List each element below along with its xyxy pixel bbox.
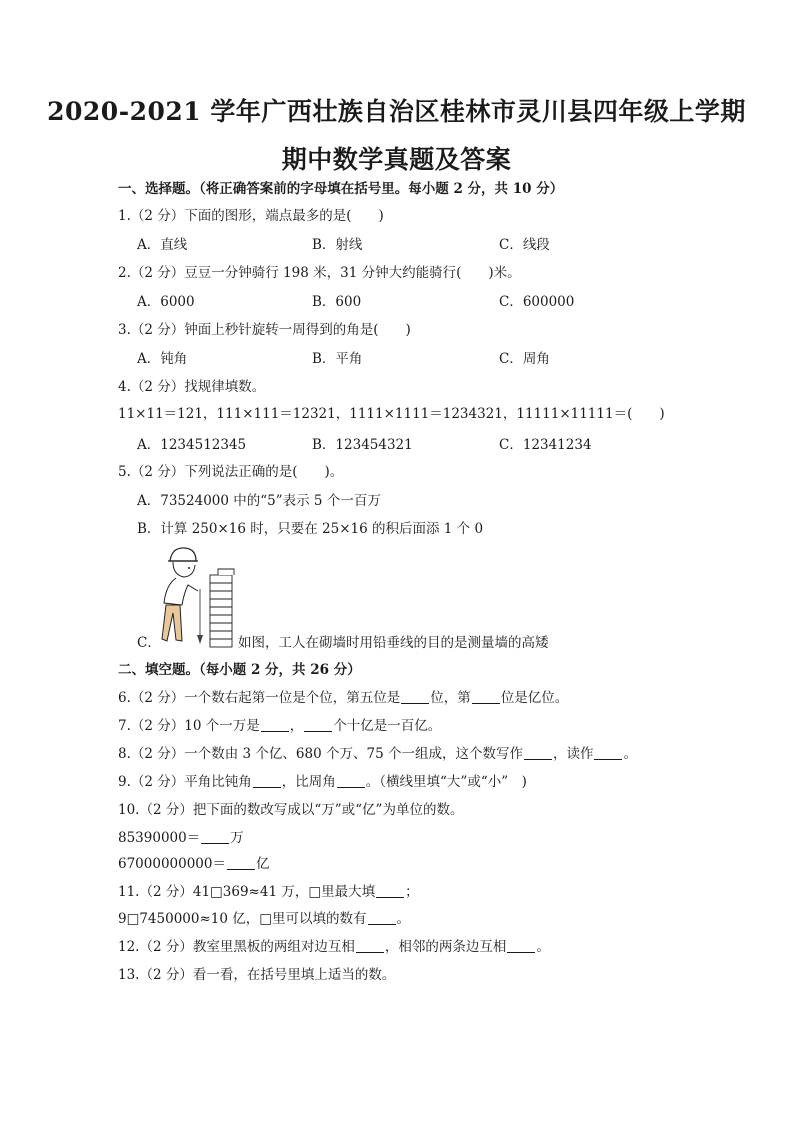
answer-blank[interactable]: [227, 855, 255, 870]
question-10: 10.（2 分）把下面的数改写成以“万”或“亿”为单位的数。: [118, 802, 464, 818]
q3-option-a: A．钝角: [137, 351, 188, 367]
answer-blank[interactable]: [356, 938, 384, 953]
question-3: 3.（2 分）钟面上秒针旋转一周得到的角是( ): [118, 322, 411, 338]
question-10b: 67000000000＝ 亿: [118, 856, 270, 872]
doc-title-line1: 2020-2021 学年广西壮族自治区桂林市灵川县四年级上学期: [47, 97, 746, 126]
section2-heading: 二、填空题。（每小题 2 分，共 26 分）: [118, 662, 361, 678]
q3-option-b: B．平角: [312, 351, 363, 367]
question-6: 6.（2 分）一个数右起第一位是个位，第五位是 位，第 位是亿位。: [118, 690, 569, 706]
answer-blank[interactable]: [376, 883, 404, 898]
doc-title-line2: 期中数学真题及答案: [281, 145, 512, 174]
question-5: 5.（2 分）下列说法正确的是( )。: [118, 464, 344, 480]
answer-blank[interactable]: [337, 773, 365, 788]
q1-option-a: A．直线: [137, 237, 188, 253]
q5-option-a: A．73524000 中的“5”表示 5 个一百万: [137, 493, 381, 509]
answer-blank[interactable]: [507, 938, 535, 953]
question-8: 8.（2 分）一个数由 3 个亿、680 个万、75 个一组成，这个数写作 ，读作 。: [118, 746, 637, 762]
question-7: 7.（2 分）10 个一万是 ， 个十亿是一百亿。: [118, 718, 442, 734]
answer-blank[interactable]: [594, 745, 622, 760]
question-12: 12.（2 分）教室里黑板的两组对边互相 ，相邻的两条边互相 。: [118, 939, 550, 955]
q1-option-b: B．射线: [312, 237, 363, 253]
question-11b: 9□7450000≈10 亿，□里可以填的数有 。: [118, 911, 411, 927]
q2-option-c: C．600000: [499, 294, 575, 310]
question-2: 2.（2 分）豆豆一分钟骑行 198 米，31 分钟大约能骑行( )米。: [118, 265, 521, 281]
q5-option-c-label: C．: [137, 635, 161, 651]
answer-blank[interactable]: [304, 717, 332, 732]
q4-option-b: B．123454321: [312, 437, 413, 453]
q4-option-c: C．12341234: [499, 437, 592, 453]
answer-blank[interactable]: [524, 745, 552, 760]
answer-blank[interactable]: [253, 773, 281, 788]
question-4: 4.（2 分）找规律填数。: [118, 379, 266, 395]
q5-option-c-text: 如图，工人在砌墙时用铅垂线的目的是测量墙的高矮: [238, 635, 549, 651]
question-4-pattern: 11×11＝121，111×111＝12321，1111×1111＝1234321，11111×11111＝( ): [118, 406, 665, 422]
answer-blank[interactable]: [201, 829, 229, 844]
q2-option-b: B．600: [312, 294, 362, 310]
question-1: 1.（2 分）下面的图形，端点最多的是( ): [118, 208, 384, 224]
answer-blank[interactable]: [368, 910, 396, 925]
q2-option-a: A．6000: [137, 294, 195, 310]
q3-option-c: C．周角: [499, 351, 550, 367]
question-9: 9.（2 分）平角比钝角 ，比周角 。（横线里填“大”或“小” ): [118, 774, 527, 790]
worker-plumb-line-illustration: [158, 545, 238, 649]
question-10a: 85390000＝ 万: [118, 830, 244, 846]
q5-option-b: B．计算 250×16 时，只要在 25×16 的积后面添 1 个 0: [137, 521, 484, 537]
q4-option-a: A．1234512345: [137, 437, 247, 453]
section1-heading: 一、选择题。（将正确答案前的字母填在括号里。每小题 2 分，共 10 分）: [118, 181, 564, 197]
question-11: 11.（2 分）41□369≈41 万，□里最大填 ；: [118, 884, 419, 900]
answer-blank[interactable]: [472, 689, 500, 704]
q1-option-c: C．线段: [499, 237, 550, 253]
question-13: 13.（2 分）看一看，在括号里填上适当的数。: [118, 967, 396, 983]
answer-blank[interactable]: [261, 717, 289, 732]
answer-blank[interactable]: [401, 689, 429, 704]
